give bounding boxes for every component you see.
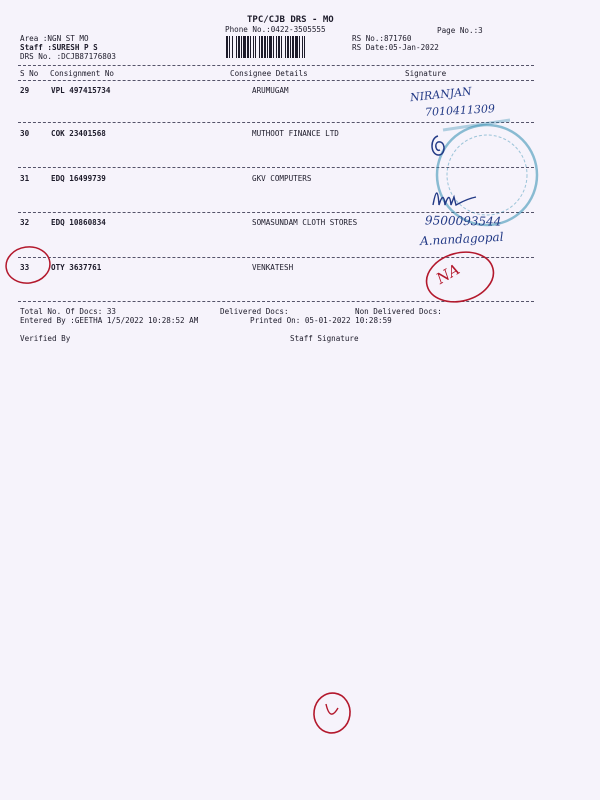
rs-date: RS Date:05-Jan-2022 [352, 43, 439, 52]
handwritten-signature: A.nandagopal [419, 229, 504, 249]
non-delivered-docs: Non Delivered Docs: [355, 307, 442, 316]
row-sno: 30 [20, 129, 30, 138]
handwritten-mark: NA [433, 260, 463, 288]
handwritten-name: NIRANJAN [409, 84, 473, 105]
phone-number: Phone No.:0422-3505555 [225, 25, 326, 34]
row-consignment: COK 23401568 [51, 129, 106, 138]
row-consignee: ARUMUGAM [252, 86, 289, 95]
row-consignment: VPL 497415734 [51, 86, 111, 95]
row-divider [18, 257, 534, 258]
entered-by: Entered By :GEETHA 1/5/2022 10:28:52 AM [20, 316, 199, 325]
handwritten-signature [430, 185, 480, 213]
row-divider [18, 167, 534, 168]
row-sno: 29 [20, 86, 30, 95]
row-sno: 32 [20, 218, 30, 227]
row-consignee: GKV COMPUTERS [252, 174, 312, 183]
row-consignment: EDQ 10860834 [51, 218, 106, 227]
page-number: Page No.:3 [437, 26, 483, 35]
total-docs: Total No. Of Docs: 33 [20, 307, 117, 316]
column-header-signature: Signature [405, 69, 447, 78]
row-consignee: SOMASUNDAM CLOTH STORES [252, 218, 358, 227]
row-consignee: VENKATESH [252, 263, 294, 272]
row-sno: 31 [20, 174, 30, 183]
staff-signature: Staff Signature [290, 334, 359, 343]
printed-on: Printed On: 05-01-2022 10:28:59 [250, 316, 392, 325]
row-sno: 33 [20, 263, 30, 272]
rule-header [18, 80, 534, 81]
delivered-docs: Delivered Docs: [220, 307, 289, 316]
row-divider [18, 212, 534, 213]
column-header-sno: S No [20, 69, 39, 78]
barcode [226, 36, 341, 58]
rule-top [18, 65, 534, 66]
red-circle-mark [308, 688, 358, 738]
red-circle-mark [420, 246, 502, 308]
area-label: Area :NGN ST MO [20, 34, 89, 43]
staff-label: Staff :SURESH P S [20, 43, 98, 52]
row-divider [18, 122, 534, 123]
drs-number: DRS No. :DCJB87176803 [20, 52, 117, 61]
stamp-seal [415, 100, 545, 230]
handwritten-phone: 7010411309 [424, 102, 496, 119]
column-header-consignment: Consignment No [50, 69, 115, 78]
rule-table-end [18, 301, 534, 302]
row-consignee: MUTHOOT FINANCE LTD [252, 129, 339, 138]
column-header-consignee: Consignee Details [230, 69, 308, 78]
row-consignment: EDQ 16499739 [51, 174, 106, 183]
handwritten-phone: 9500093544 [424, 213, 502, 229]
row-consignment: OTY 3637761 [51, 263, 102, 272]
verified-by: Verified By [20, 334, 71, 343]
rs-number: RS No.:871760 [352, 34, 412, 43]
document-title: TPC/CJB DRS - MO [247, 15, 334, 25]
handwritten-signature [426, 132, 450, 160]
